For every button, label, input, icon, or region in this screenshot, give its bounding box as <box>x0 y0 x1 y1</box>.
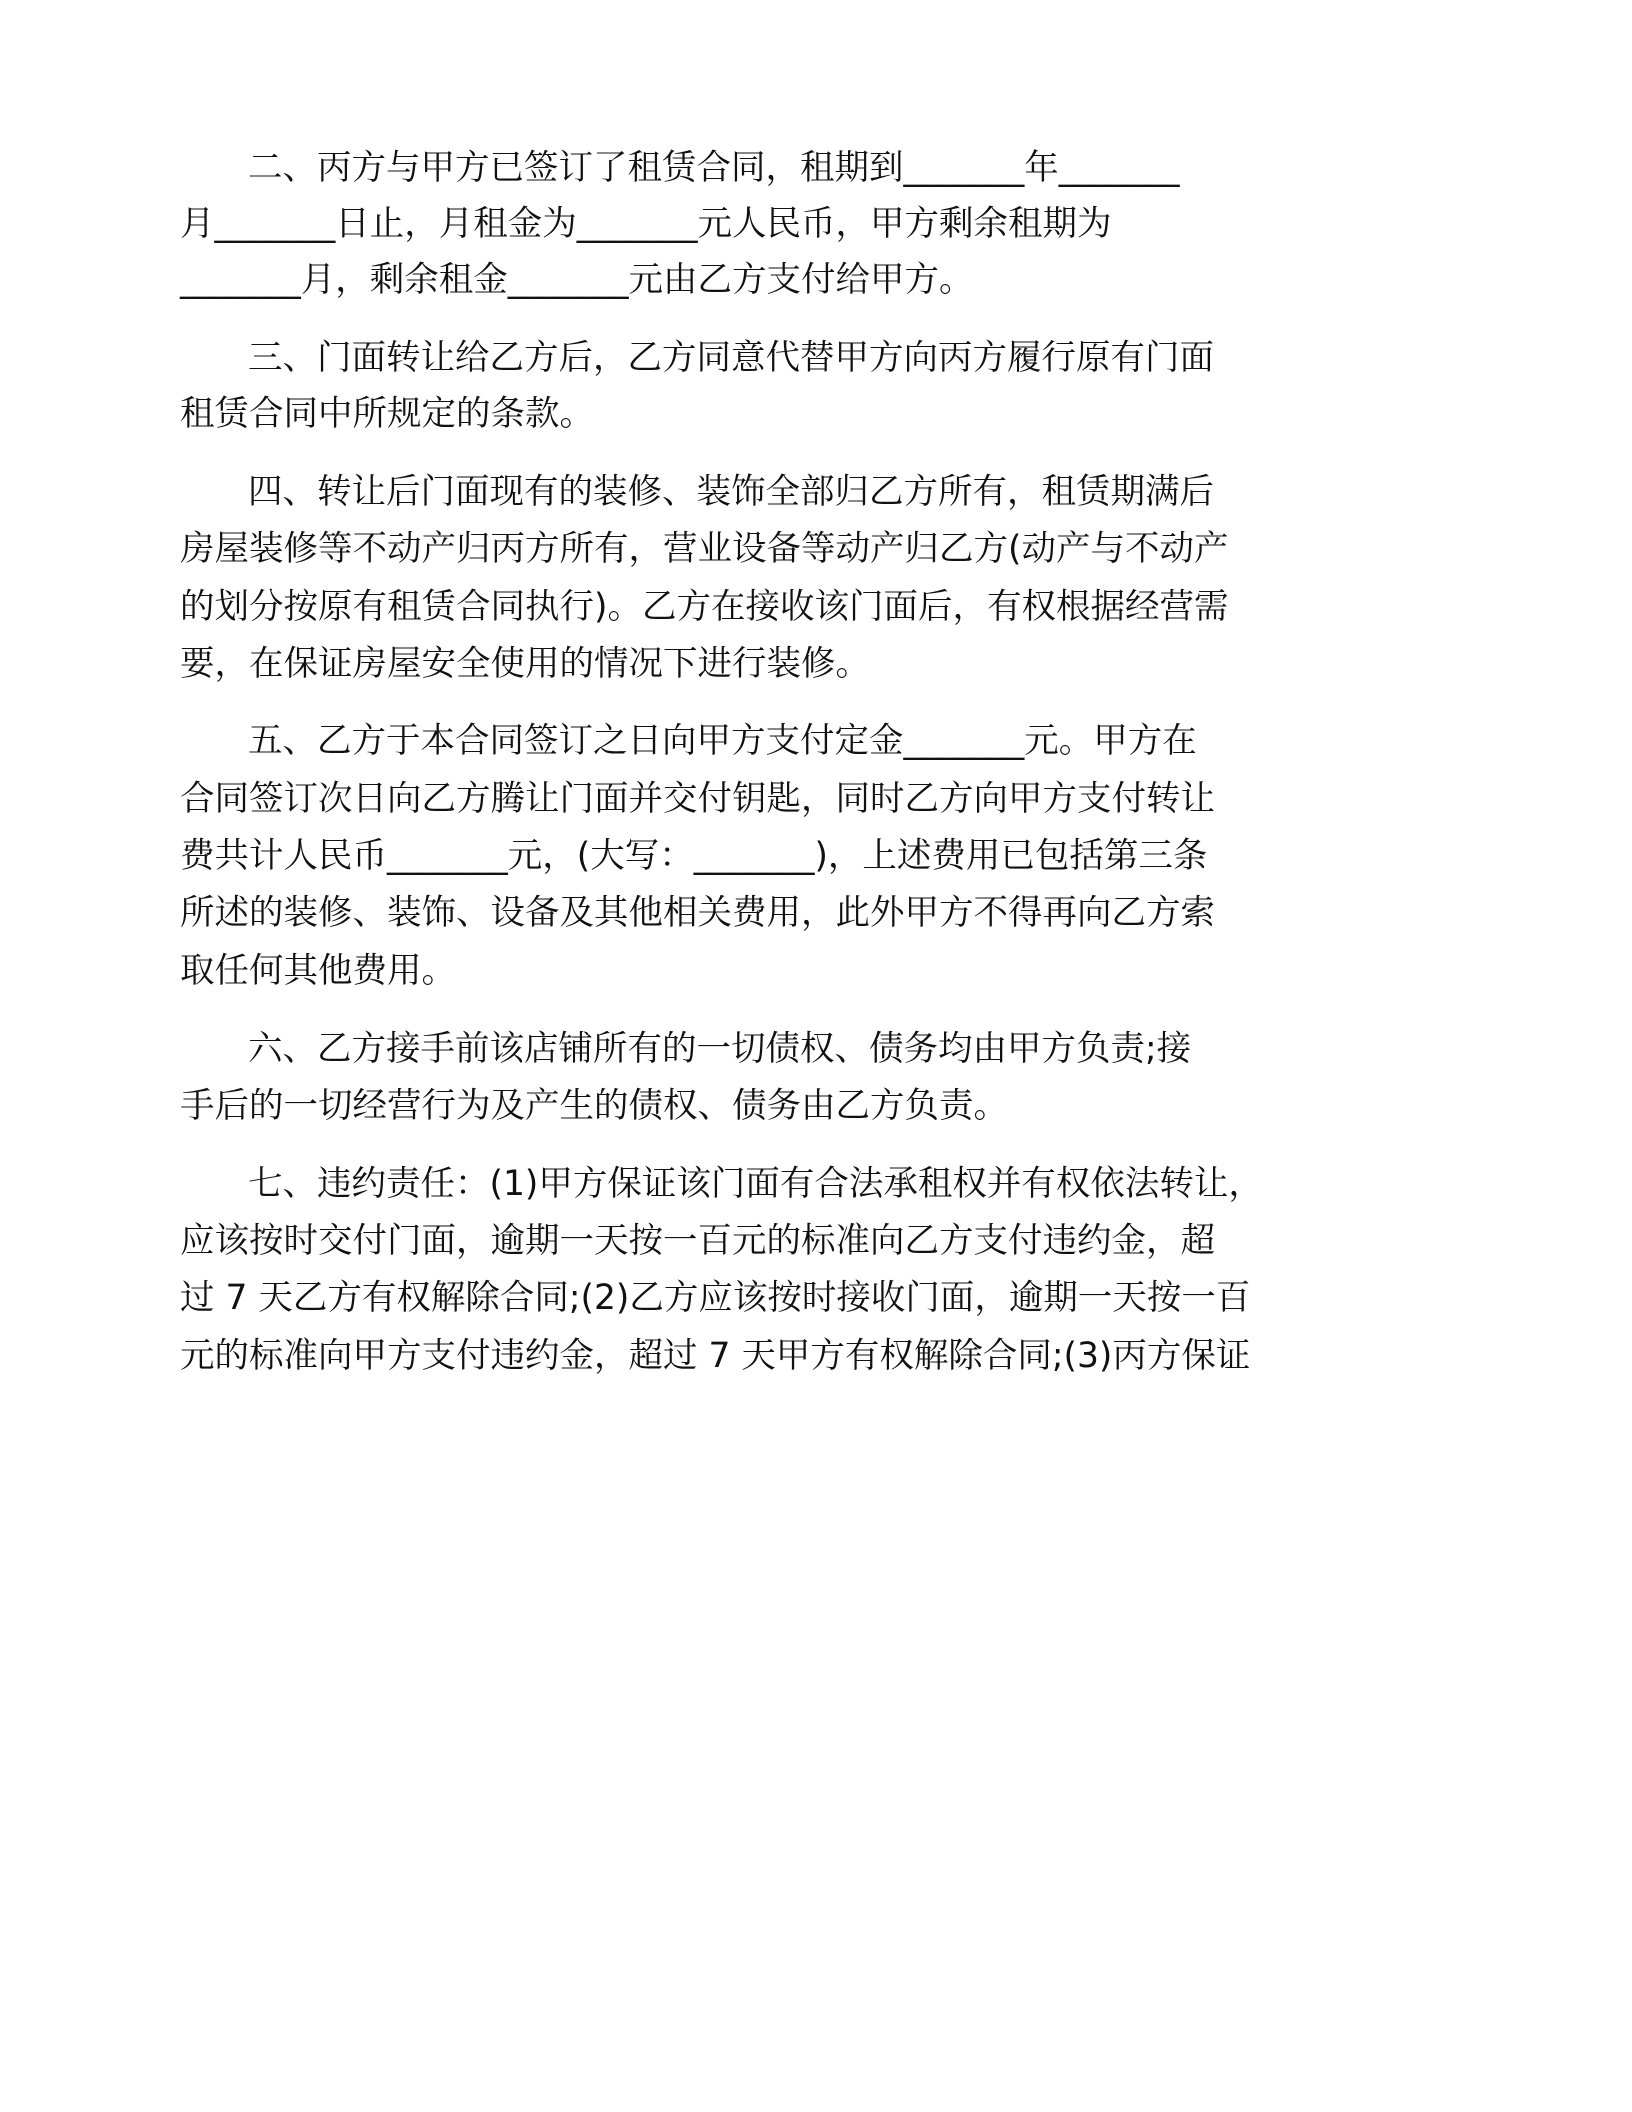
text-line: 房屋装修等不动产归丙方所有，营业设备等动产归乙方(动产与不动产 <box>180 529 1229 569</box>
text-line: 三、门面转让给乙方后，乙方同意代替甲方向丙方履行原有门面 <box>248 338 1214 378</box>
text-line: 合同签订次日向乙方腾让门面并交付钥匙，同时乙方向甲方支付转让 <box>180 779 1215 819</box>
text-line: 租赁合同中所规定的条款。 <box>180 394 594 434</box>
text-line: 取任何其他费用。 <box>180 951 456 991</box>
text-line: 月_______日止，月租金为_______元人民币，甲方剩余租期为 <box>180 204 1112 244</box>
text-line: 要，在保证房屋安全使用的情况下进行装修。 <box>180 644 870 684</box>
text-line: 应该按时交付门面，逾期一天按一百元的标准向乙方支付违约金，超 <box>180 1221 1215 1261</box>
text-line: 六、乙方接手前该店铺所有的一切债权、债务均由甲方负责;接 <box>248 1029 1192 1069</box>
text-line: 七、违约责任：(1)甲方保证该门面有合法承租权并有权依法转让， <box>248 1164 1263 1204</box>
text-line: 二、丙方与甲方已签订了租赁合同，租期到_______年_______ <box>248 148 1180 188</box>
text-line: 的划分按原有租赁合同执行)。乙方在接收该门面后，有权根据经营需 <box>180 587 1229 627</box>
text-line: 手后的一切经营行为及产生的债权、债务由乙方负责。 <box>180 1086 1008 1126</box>
text-line: 四、转让后门面现有的装修、装饰全部归乙方所有，租赁期满后 <box>248 472 1214 512</box>
text-line: 五、乙方于本合同签订之日向甲方支付定金_______元。甲方在 <box>248 721 1197 761</box>
text-line: 费共计人民币_______元，(大写：_______)，上述费用已包括第三条 <box>180 836 1208 876</box>
text-line: 所述的装修、装饰、设备及其他相关费用，此外甲方不得再向乙方索 <box>180 893 1215 933</box>
text-line: _______月，剩余租金_______元由乙方支付给甲方。 <box>180 260 974 300</box>
text-line: 过 7 天乙方有权解除合同;(2)乙方应该按时接收门面，逾期一天按一百 <box>180 1278 1251 1318</box>
text-line: 元的标准向甲方支付违约金，超过 7 天甲方有权解除合同;(3)丙方保证 <box>180 1336 1251 1376</box>
